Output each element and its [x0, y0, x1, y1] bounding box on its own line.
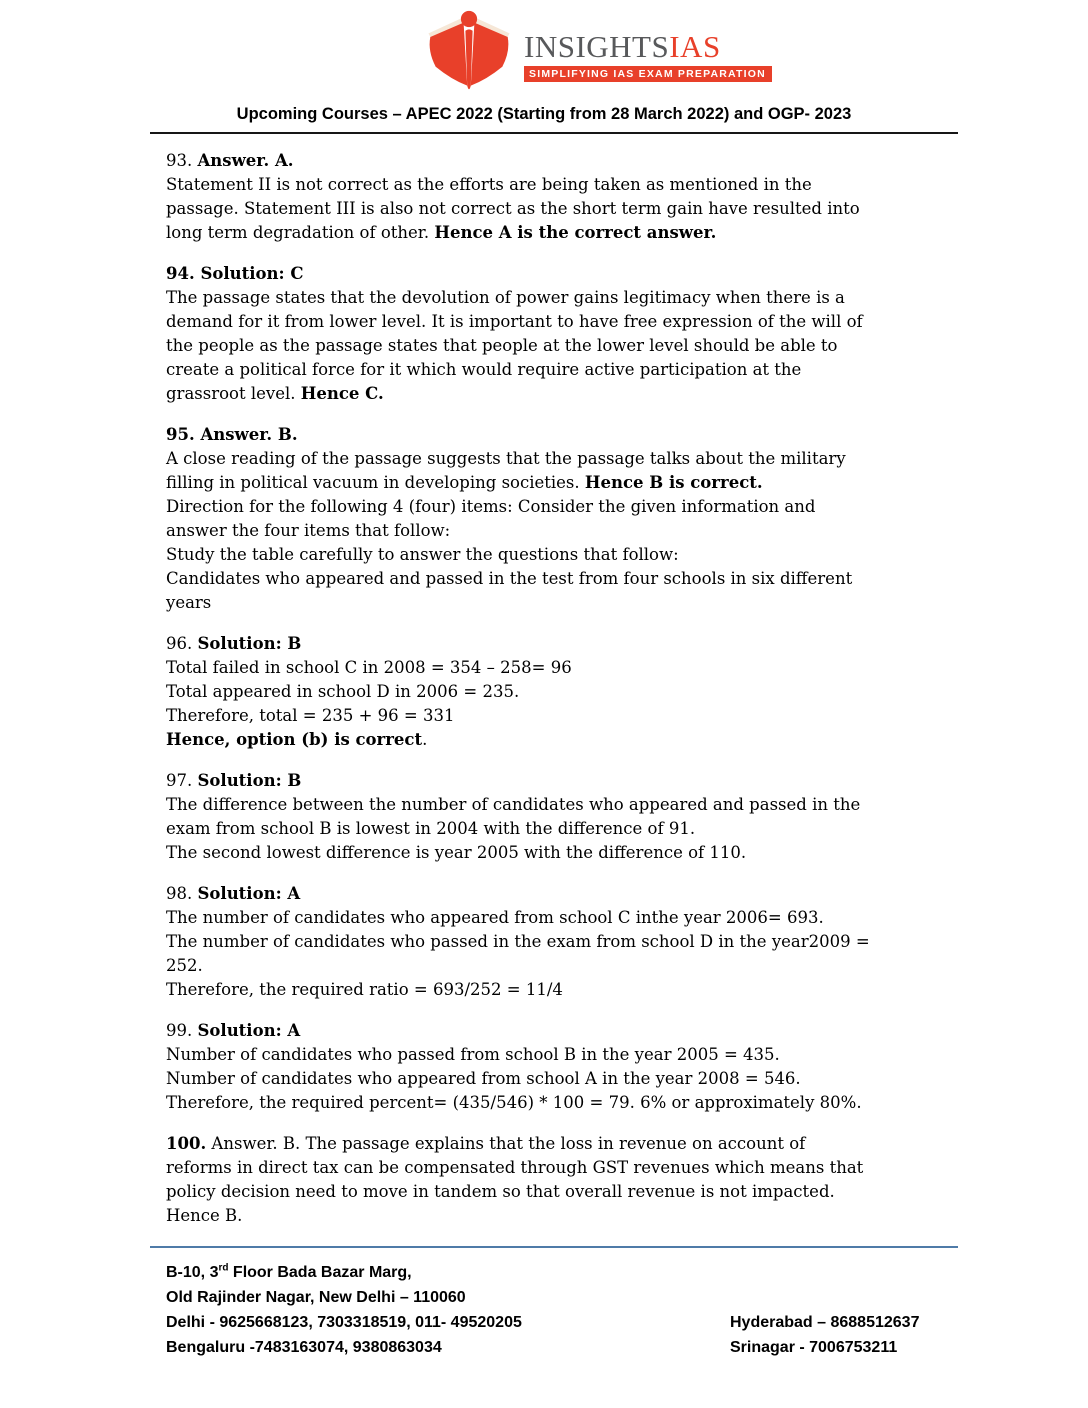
text-line: Total failed in school C in 2008 = 354 – 258= 96	[166, 658, 572, 677]
text-line: Number of candidates who passed from school B in the year 2005 = 435.	[166, 1045, 780, 1064]
text-line: Total appeared in school D in 2006 = 235.	[166, 682, 520, 701]
text-line: passage. Statement III is also not correct as the short term gain have resulted into	[166, 199, 860, 218]
text-line: 99. Solution: A	[166, 1021, 301, 1040]
text-line: 94. Solution: C	[166, 264, 304, 283]
footer-address-line2-text: Old Rajinder Nagar, New Delhi – 110060	[166, 1289, 466, 1306]
logo-wordmark-accent: IAS	[669, 29, 721, 64]
footer-contact-row	[166, 1335, 930, 1360]
text-line: filling in political vacuum in developing societies. Hence B is correct.	[166, 473, 763, 492]
text-line: policy decision need to move in tandem so that overall revenue is not impacted.	[166, 1182, 835, 1201]
text-line: Therefore, total = 235 + 96 = 331	[166, 706, 455, 725]
text-line: Therefore, the required ratio = 693/252 = 11/4	[166, 980, 563, 999]
text-line: The number of candidates who passed in the exam from school D in the year2009 =	[166, 932, 870, 951]
solution-block-95	[166, 423, 932, 615]
text-line: Direction for the following 4 (four) items: Consider the given information and	[166, 497, 816, 516]
text-line: Hence B.	[166, 1206, 243, 1225]
footer-address-line1-text: B-10, 3rd Floor Bada Bazar Marg,	[166, 1262, 412, 1281]
text-line: Therefore, the required percent= (435/546) * 100 = 79. 6% or approximately 80%.	[166, 1093, 862, 1112]
logo-wordmark-primary: INSIGHTS	[524, 29, 670, 64]
solution-block-100	[166, 1132, 932, 1228]
solution-block-97	[166, 769, 932, 865]
header-divider	[150, 132, 958, 134]
logo-wordmark	[524, 31, 772, 62]
text-line: Candidates who appeared and passed in the test from four schools in six different	[166, 569, 853, 588]
text-line: reforms in direct tax can be compensated through GST revenues which means that	[166, 1158, 864, 1177]
text-line: years	[166, 593, 212, 612]
text-line: The number of candidates who appeared from school C inthe year 2006= 693.	[166, 908, 824, 927]
text-line: 98. Solution: A	[166, 884, 301, 903]
text-line: long term degradation of other. Hence A is the correct answer.	[166, 223, 717, 242]
footer-content	[166, 1260, 930, 1360]
text-line: 252.	[166, 956, 203, 975]
footer-contact-row	[166, 1310, 930, 1335]
text-line: Hence, option (b) is correct.	[166, 730, 428, 749]
footer-address-line2	[166, 1285, 930, 1310]
footer-contact-rows	[166, 1310, 930, 1360]
footer-contact-left: Delhi - 9625668123, 7303318519, 011- 49520205	[166, 1314, 522, 1331]
solution-block-93	[166, 149, 932, 245]
ordinal-superscript: rd	[218, 1262, 229, 1274]
text-line: the people as the passage states that people at the lower level should be able to	[166, 336, 838, 355]
text-line: The second lowest difference is year 2005 with the difference of 110.	[166, 843, 747, 862]
solution-block-99	[166, 1019, 932, 1115]
text-line: Number of candidates who appeared from school A in the year 2008 = 546.	[166, 1069, 801, 1088]
text-line: The difference between the number of candidates who appeared and passed in the	[166, 795, 861, 814]
solution-block-96	[166, 632, 932, 752]
solution-block-98	[166, 882, 932, 1002]
logo-tagline: SIMPLIFYING IAS EXAM PREPARATION	[524, 66, 772, 82]
text-line: Statement II is not correct as the efforts are being taken as mentioned in the	[166, 175, 812, 194]
text-line: 93. Answer. A.	[166, 151, 294, 170]
footer-address-line1	[166, 1260, 930, 1285]
text-line: 95. Answer. B.	[166, 425, 298, 444]
solutions-list	[166, 149, 932, 1245]
text-line: 100. Answer. B. The passage explains that the loss in revenue on account of	[166, 1134, 806, 1153]
solution-block-94	[166, 262, 932, 406]
text-line: 96. Solution: B	[166, 634, 302, 653]
footer-contact-right: Srinagar - 7006753211	[730, 1339, 898, 1356]
text-line: grassroot level. Hence C.	[166, 384, 384, 403]
footer-contact-right: Hyderabad – 8688512637	[730, 1314, 920, 1331]
text-line: create a political force for it which would require active participation at the	[166, 360, 802, 379]
text-line: 97. Solution: B	[166, 771, 302, 790]
text-line: The passage states that the devolution of power gains legitimacy when there is a	[166, 288, 845, 307]
logo-text	[524, 10, 772, 82]
page-footer	[150, 1246, 958, 1360]
footer-divider	[150, 1246, 958, 1248]
insightsias-logo	[424, 10, 772, 100]
text-line: demand for it from lower level. It is important to have free expression of the will of	[166, 312, 863, 331]
text-line: A close reading of the passage suggests that the passage talks about the military	[166, 449, 846, 468]
text-line: exam from school B is lowest in 2004 with the difference of 91.	[166, 819, 696, 838]
upcoming-courses-header: Upcoming Courses – APEC 2022 (Starting from 28 March 2022) and OGP- 2023	[236, 105, 852, 123]
open-book-person-icon	[424, 10, 514, 100]
footer-contact-left: Bengaluru -7483163074, 9380863034	[166, 1339, 442, 1356]
text-line: answer the four items that follow:	[166, 521, 451, 540]
text-line: Study the table carefully to answer the questions that follow:	[166, 545, 679, 564]
